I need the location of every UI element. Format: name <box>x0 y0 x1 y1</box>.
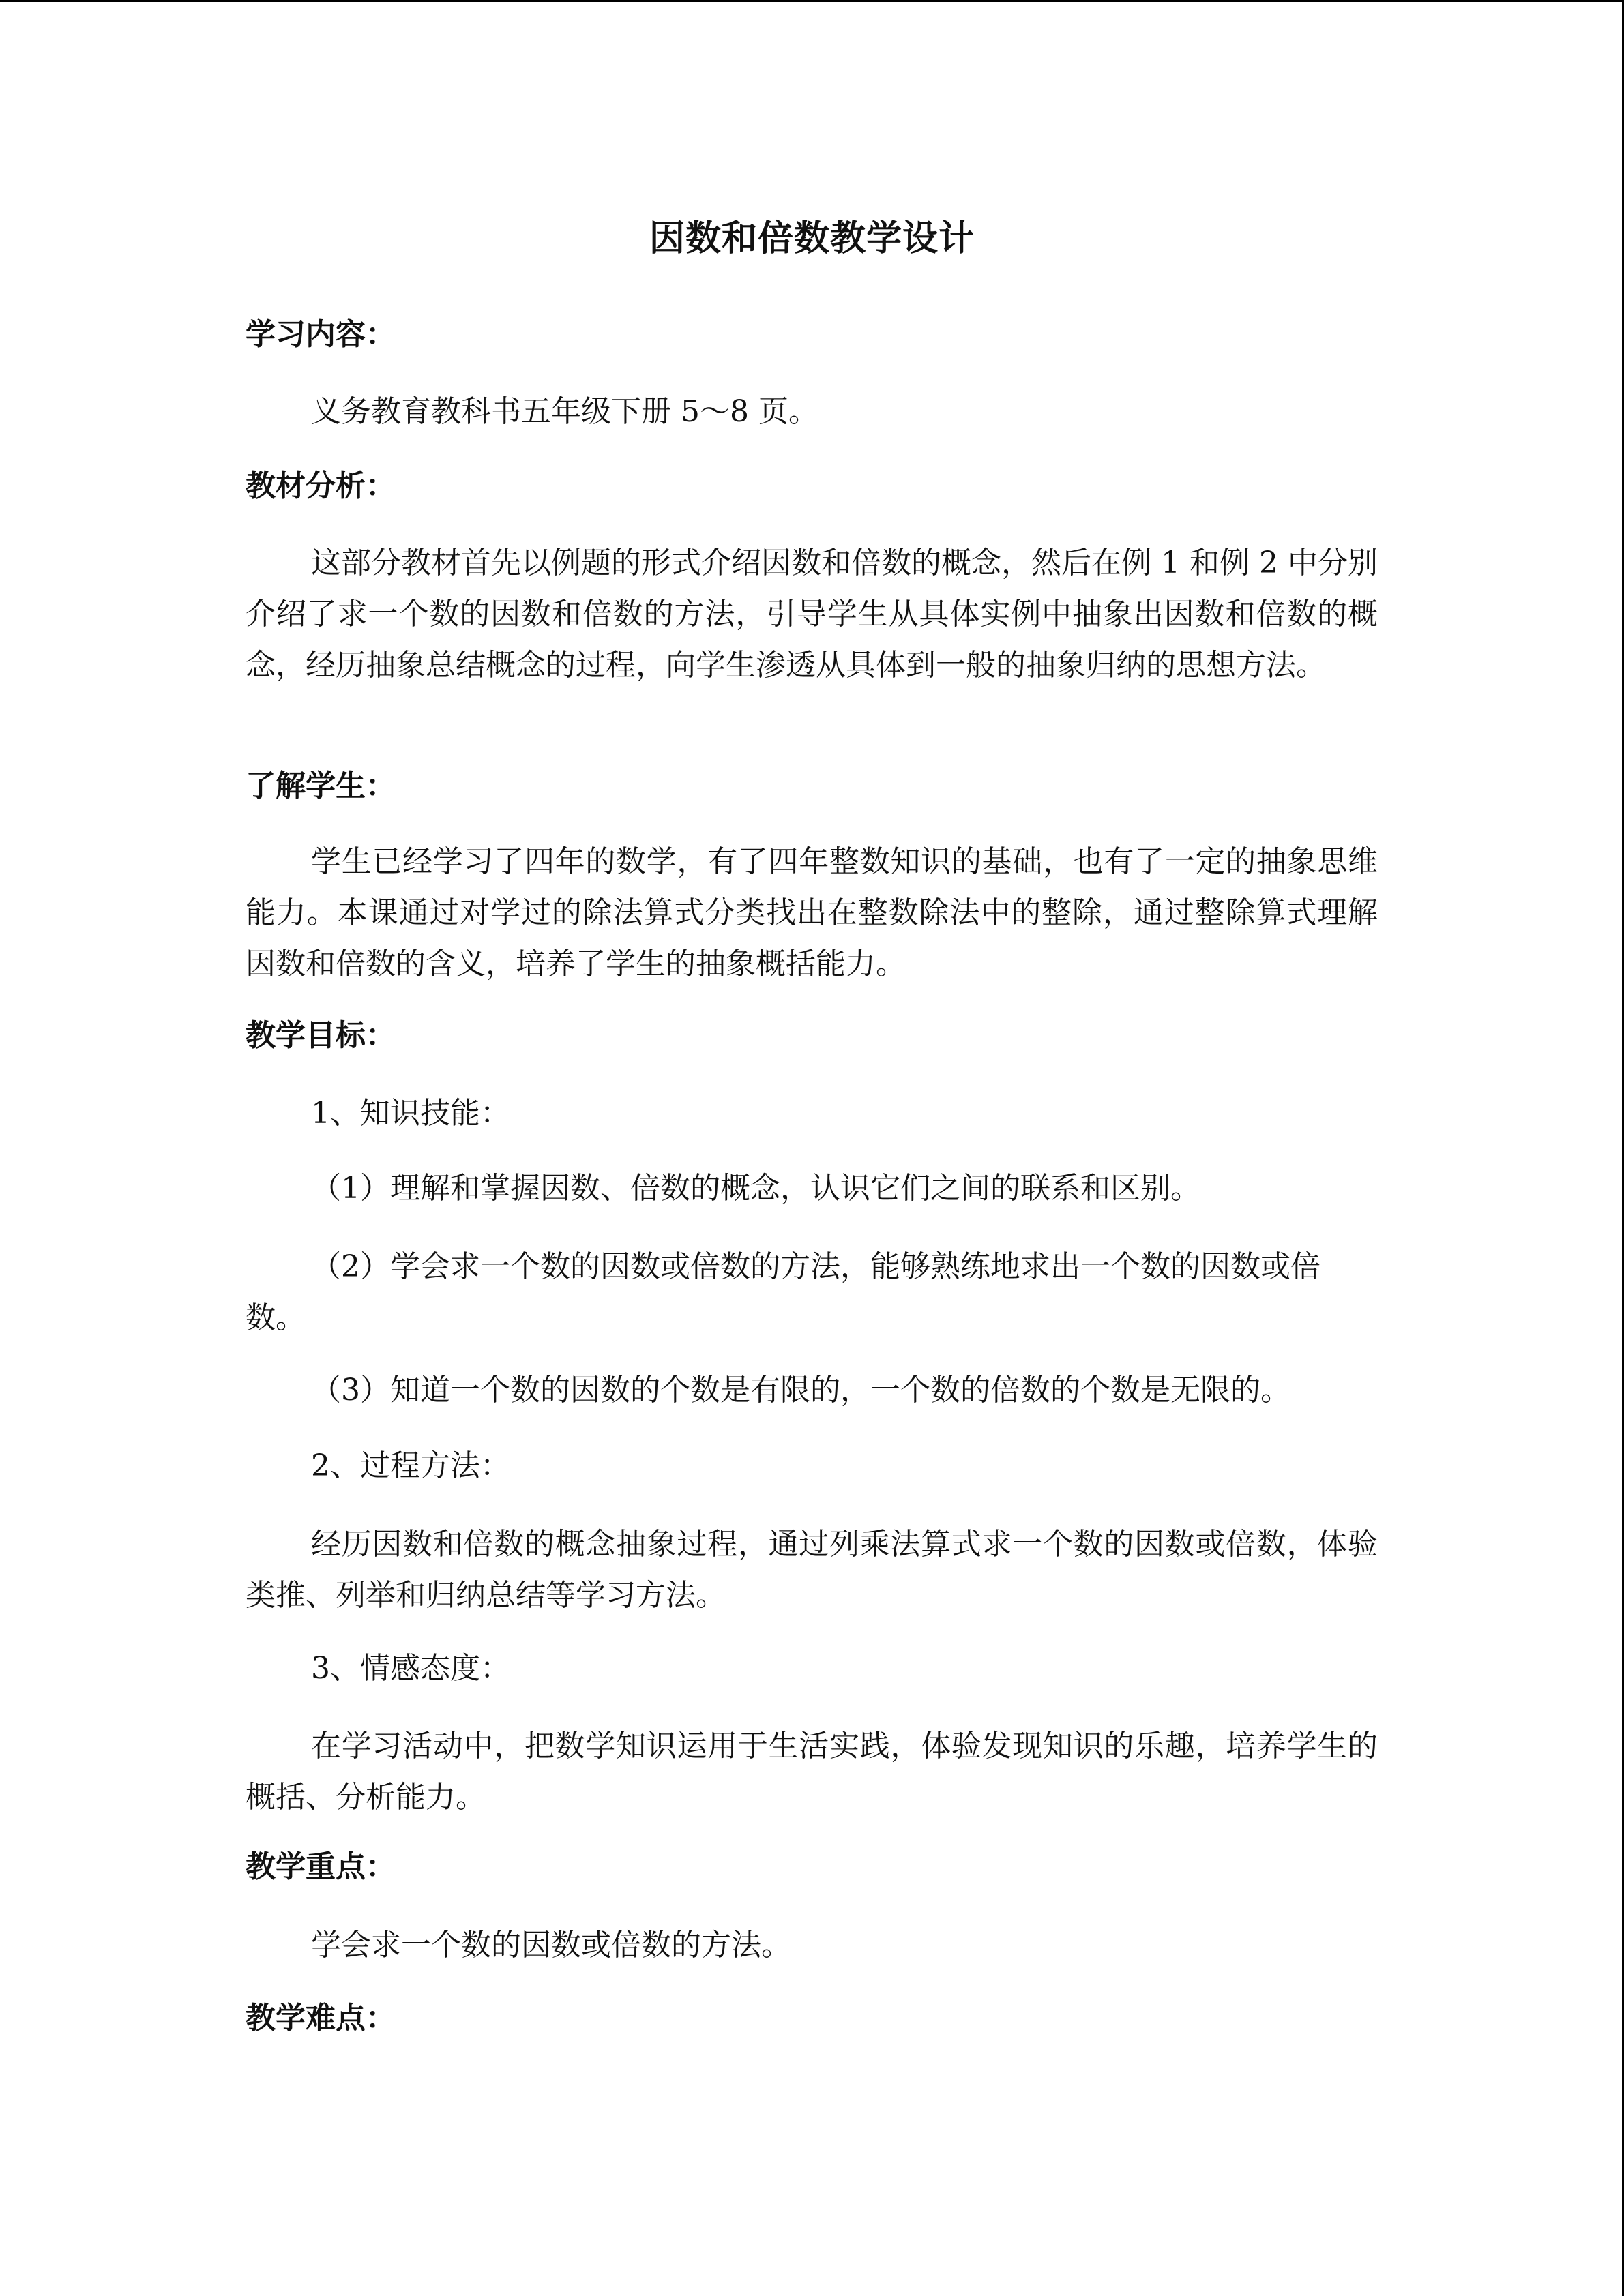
heading-learning-content: 学习内容： <box>246 317 396 352</box>
heading-know-students: 了解学生： <box>246 769 396 803</box>
paragraph-textbook-analysis: 这部分教材首先以例题的形式介绍因数和倍数的概念，然后在例 1 和例 2 中分别介绍了求一个数的因数和倍数的方法，引导学生从具体实例中抽象出因数和倍数的概念，经历抽象总结概念的过程，向学生渗透从具体到一般的抽象归纳的思想方法。 <box>246 546 1378 683</box>
page-top-border <box>0 0 1624 2</box>
goal-subitem-2: （2）学会求一个数的因数或倍数的方法，能够熟练地求出一个数的因数或倍数。 <box>246 1249 1320 1335</box>
paragraph-learning-content: 义务教育教科书五年级下册 5～8 页。 <box>311 394 818 429</box>
heading-textbook-analysis: 教材分析： <box>246 468 396 503</box>
goal-subitem-1: （1）理解和掌握因数、倍数的概念，认识它们之间的联系和区别。 <box>311 1171 1200 1206</box>
document-title: 因数和倍数教学设计 <box>649 218 975 259</box>
heading-difficulties: 教学难点： <box>246 2001 396 2036</box>
heading-teaching-goals: 教学目标： <box>246 1018 396 1053</box>
goal-subitem-3: （3）知道一个数的因数的个数是有限的，一个数的倍数的个数是无限的。 <box>311 1373 1290 1407</box>
paragraph-process-method: 经历因数和倍数的概念抽象过程，通过列乘法算式求一个数的因数或倍数，体验类推、列举和归纳总结等学习方法。 <box>246 1527 1378 1613</box>
paragraph-know-students: 学生已经学习了四年的数学，有了四年整数知识的基础，也有了一定的抽象思维能力。本课通过对学过的除法算式分类找出在整数除法中的整除，通过整除算式理解因数和倍数的含义，培养了学生的抽象概括能力。 <box>246 844 1378 981</box>
paragraph-emotion-attitude: 在学习活动中，把数学知识运用于生活实践，体验发现知识的乐趣，培养学生的概括、分析能力。 <box>246 1729 1378 1815</box>
heading-key-points: 教学重点： <box>246 1849 396 1884</box>
goal-item-process-method: 2、过程方法： <box>311 1448 510 1483</box>
goal-item-emotion-attitude: 3、情感态度： <box>311 1651 510 1686</box>
paragraph-key-points: 学会求一个数的因数或倍数的方法。 <box>311 1928 791 1963</box>
goal-item-knowledge-skills: 1、知识技能： <box>311 1096 510 1131</box>
